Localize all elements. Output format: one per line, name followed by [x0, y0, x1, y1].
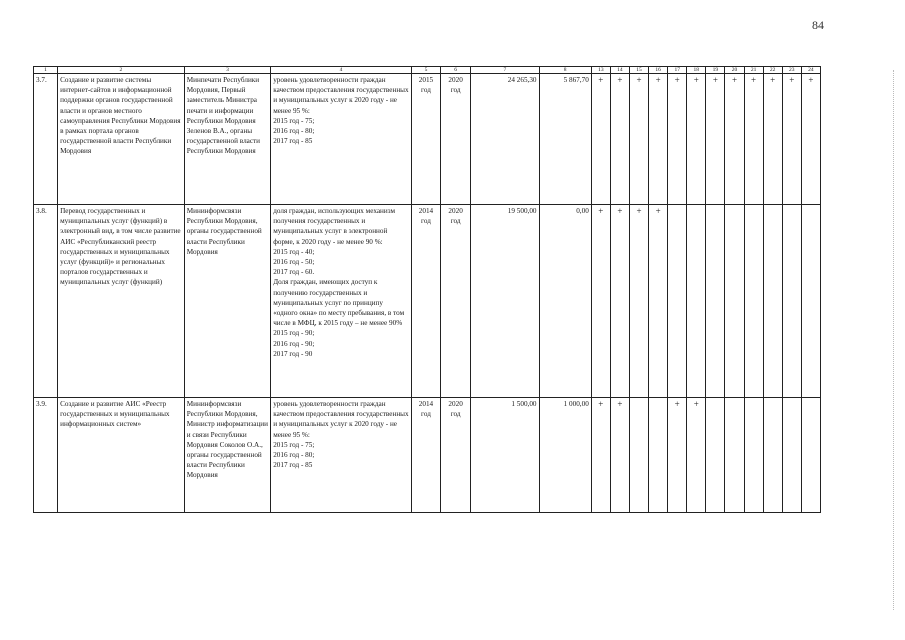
total-funding: 19 500,00 [471, 205, 539, 398]
total-funding: 24 265,30 [471, 74, 539, 205]
item-number: 3.7. [34, 74, 58, 205]
column-number: 20 [725, 67, 744, 74]
quarter-mark [744, 398, 763, 513]
column-number: 8 [539, 67, 591, 74]
quarter-mark: + [610, 74, 629, 205]
quarter-mark [801, 398, 820, 513]
column-number: 19 [706, 67, 725, 74]
quarter-mark: + [668, 74, 687, 205]
quarter-mark: + [629, 205, 648, 398]
column-number: 4 [271, 67, 412, 74]
column-number: 24 [801, 67, 820, 74]
column-number: 3 [184, 67, 270, 74]
item-number: 3.8. [34, 205, 58, 398]
scan-edge-marks [893, 70, 896, 610]
quarter-mark [725, 205, 744, 398]
quarter-mark: + [649, 205, 668, 398]
quarter-mark [706, 398, 725, 513]
target-indicator: уровень удовлетворенности граждан качеством предоставления государственных и муниципальных услуг к 2020 году - не менее 95 %: 2015 год - 75; 2016 год - 80; 2017 год - 85 [271, 74, 412, 205]
quarter-mark [725, 398, 744, 513]
quarter-mark: + [744, 74, 763, 205]
column-number: 14 [610, 67, 629, 74]
quarter-mark [687, 205, 706, 398]
quarter-mark: + [649, 74, 668, 205]
quarter-mark: + [687, 74, 706, 205]
quarter-mark [744, 205, 763, 398]
target-indicator: уровень удовлетворенности граждан качеством предоставления государственных и муниципальных услуг к 2020 году - не менее 95 %: 2015 год - 75; 2016 год - 80; 2017 год - 85 [271, 398, 412, 513]
quarter-mark: + [706, 74, 725, 205]
page-number: 84 [812, 18, 824, 32]
quarter-mark: + [801, 74, 820, 205]
quarter-mark: + [591, 205, 610, 398]
total-funding: 1 500,00 [471, 398, 539, 513]
quarter-mark: + [629, 74, 648, 205]
column-number: 5 [411, 67, 440, 74]
table-row [34, 205, 821, 398]
quarter-mark [668, 205, 687, 398]
quarter-mark [763, 205, 782, 398]
budget-funding: 0,00 [539, 205, 591, 398]
column-number: 15 [629, 67, 648, 74]
responsible-executor: Мининформсвязи Республики Мордовия, органы государственной власти Республики Мордовия [184, 205, 270, 398]
end-year: 2020 год [441, 74, 471, 205]
start-year: 2015 год [411, 74, 440, 205]
column-number: 21 [744, 67, 763, 74]
quarter-mark [649, 398, 668, 513]
quarter-mark: + [610, 398, 629, 513]
quarter-mark: + [591, 398, 610, 513]
quarter-mark [782, 205, 801, 398]
target-indicator: доля граждан, использующих механизм получения государственных и муниципальных услуг в электронной форме, к 2020 году - не менее 90 %: 2015 год - 40; 2016 год - 50; 2017 год - 60. Доля граждан, имеющих доступ к получению государственных и муниципальных услуг по принципу «одного окна» по месту пребывания, в том числе в МФЦ, к 2015 году – не менее 90% 2015 год - 90; 2016 год - 90; 2017 год - 90 [271, 205, 412, 398]
column-number: 1 [34, 67, 58, 74]
quarter-mark: + [725, 74, 744, 205]
quarter-mark [782, 398, 801, 513]
column-number-row [34, 67, 821, 74]
quarter-mark: + [687, 398, 706, 513]
table-row [34, 398, 821, 513]
start-year: 2014 год [411, 398, 440, 513]
column-number: 17 [668, 67, 687, 74]
budget-funding: 5 867,70 [539, 74, 591, 205]
table-row [34, 74, 821, 205]
responsible-executor: Мининформсвязи Республики Мордовия, Министр информатизации и связи Республики Мордовия Соколов О.А., органы государственной власти Республики Мордовия [184, 398, 270, 513]
end-year: 2020 год [441, 205, 471, 398]
column-number: 2 [58, 67, 185, 74]
column-number: 18 [687, 67, 706, 74]
program-activities-table [33, 66, 821, 513]
item-number: 3.9. [34, 398, 58, 513]
start-year: 2014 год [411, 205, 440, 398]
quarter-mark [706, 205, 725, 398]
quarter-mark: + [610, 205, 629, 398]
column-number: 6 [441, 67, 471, 74]
quarter-mark [629, 398, 648, 513]
activity-name: Перевод государственных и муниципальных услуг (функций) в электронный вид, в том числе развитие АИС «Республиканский реестр государственных и муниципальных услуг (функций)» и региональных порталов государственных и муниципальных услуг (функций) [58, 205, 185, 398]
quarter-mark: + [668, 398, 687, 513]
quarter-mark: + [591, 74, 610, 205]
quarter-mark [801, 205, 820, 398]
column-number: 13 [591, 67, 610, 74]
activity-name: Создание и развитие АИС «Реестр государственных и муниципальных информационных систем» [58, 398, 185, 513]
column-number: 23 [782, 67, 801, 74]
responsible-executor: Минпечати Республики Мордовия, Первый заместитель Министра печати и информации Республики Мордовия Зеленов В.А., органы государственной власти Республики Мордовия [184, 74, 270, 205]
activity-name: Создание и развитие системы интернет-сайтов и информационной поддержки органов государственной власти и органов местного самоуправления Республики Мордовия в рамках портала органов государственной власти Республики Мордовия [58, 74, 185, 205]
budget-funding: 1 000,00 [539, 398, 591, 513]
column-number: 7 [471, 67, 539, 74]
column-number: 22 [763, 67, 782, 74]
column-number: 16 [649, 67, 668, 74]
quarter-mark: + [763, 74, 782, 205]
end-year: 2020 год [441, 398, 471, 513]
quarter-mark: + [782, 74, 801, 205]
quarter-mark [763, 398, 782, 513]
